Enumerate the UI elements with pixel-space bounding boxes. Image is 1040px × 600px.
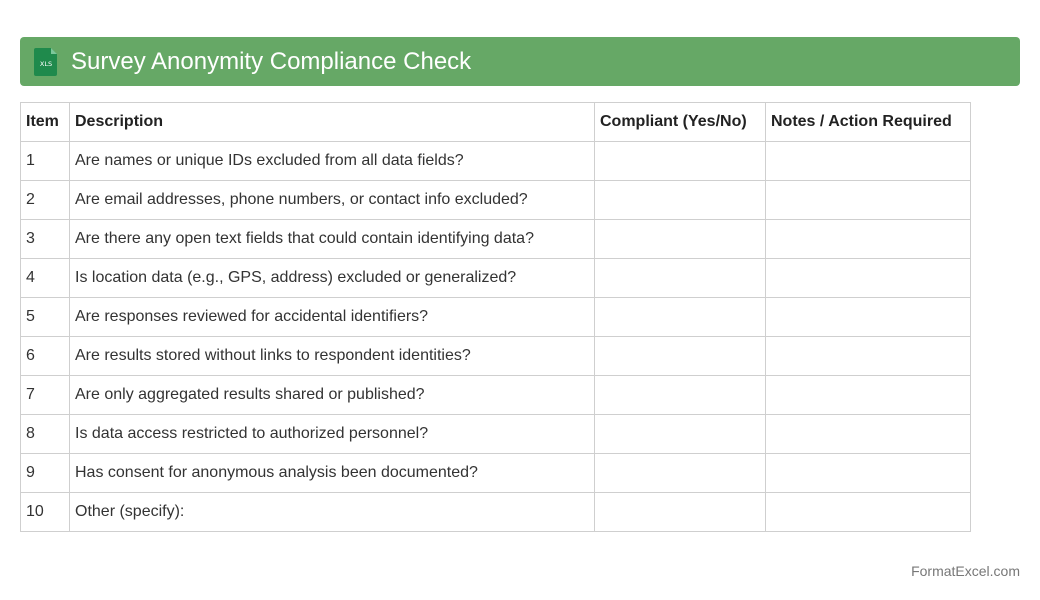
item-number-cell: 2 [21,181,70,220]
compliant-cell[interactable] [595,298,766,337]
description-cell: Are only aggregated results shared or published? [70,376,595,415]
notes-cell[interactable] [766,415,971,454]
item-number-cell: 8 [21,415,70,454]
compliant-cell[interactable] [595,259,766,298]
description-cell: Are results stored without links to respondent identities? [70,337,595,376]
table-row [21,181,971,220]
table-row [21,220,971,259]
compliant-cell[interactable] [595,337,766,376]
notes-cell[interactable] [766,493,971,532]
notes-cell[interactable] [766,454,971,493]
page-title: Survey Anonymity Compliance Check [71,48,472,75]
description-cell: Has consent for anonymous analysis been documented? [70,454,595,493]
item-number-cell: 7 [21,376,70,415]
compliance-table [20,102,971,532]
footer-brand[interactable]: FormatExcel.com [911,563,1020,579]
item-number-cell: 1 [21,142,70,181]
item-number-cell: 6 [21,337,70,376]
table-row [21,493,971,532]
notes-cell[interactable] [766,142,971,181]
description-cell: Are email addresses, phone numbers, or contact info excluded? [70,181,595,220]
table-row [21,415,971,454]
compliant-cell[interactable] [595,454,766,493]
column-header-description: Description [70,103,595,142]
description-cell: Are there any open text fields that could contain identifying data? [70,220,595,259]
table-row [21,376,971,415]
table-row [21,259,971,298]
description-cell: Is data access restricted to authorized personnel? [70,415,595,454]
notes-cell[interactable] [766,337,971,376]
table-row [21,298,971,337]
compliant-cell[interactable] [595,220,766,259]
table-row [21,454,971,493]
item-number-cell: 4 [21,259,70,298]
column-header-notes: Notes / Action Required [766,103,971,142]
item-number-cell: 5 [21,298,70,337]
table-row [21,142,971,181]
compliant-cell[interactable] [595,415,766,454]
compliant-cell[interactable] [595,181,766,220]
column-header-item: Item [21,103,70,142]
description-cell: Is location data (e.g., GPS, address) excluded or generalized? [70,259,595,298]
column-header-compliant: Compliant (Yes/No) [595,103,766,142]
xls-file-icon [33,47,59,77]
description-cell: Other (specify): [70,493,595,532]
title-bar [20,37,1020,86]
item-number-cell: 9 [21,454,70,493]
compliant-cell[interactable] [595,376,766,415]
notes-cell[interactable] [766,376,971,415]
table-row [21,337,971,376]
item-number-cell: 10 [21,493,70,532]
description-cell: Are names or unique IDs excluded from all data fields? [70,142,595,181]
compliant-cell[interactable] [595,493,766,532]
item-number-cell: 3 [21,220,70,259]
description-cell: Are responses reviewed for accidental identifiers? [70,298,595,337]
notes-cell[interactable] [766,220,971,259]
xls-icon-label: XLS [39,60,53,68]
notes-cell[interactable] [766,298,971,337]
table-header-row [21,103,971,142]
notes-cell[interactable] [766,259,971,298]
notes-cell[interactable] [766,181,971,220]
compliant-cell[interactable] [595,142,766,181]
